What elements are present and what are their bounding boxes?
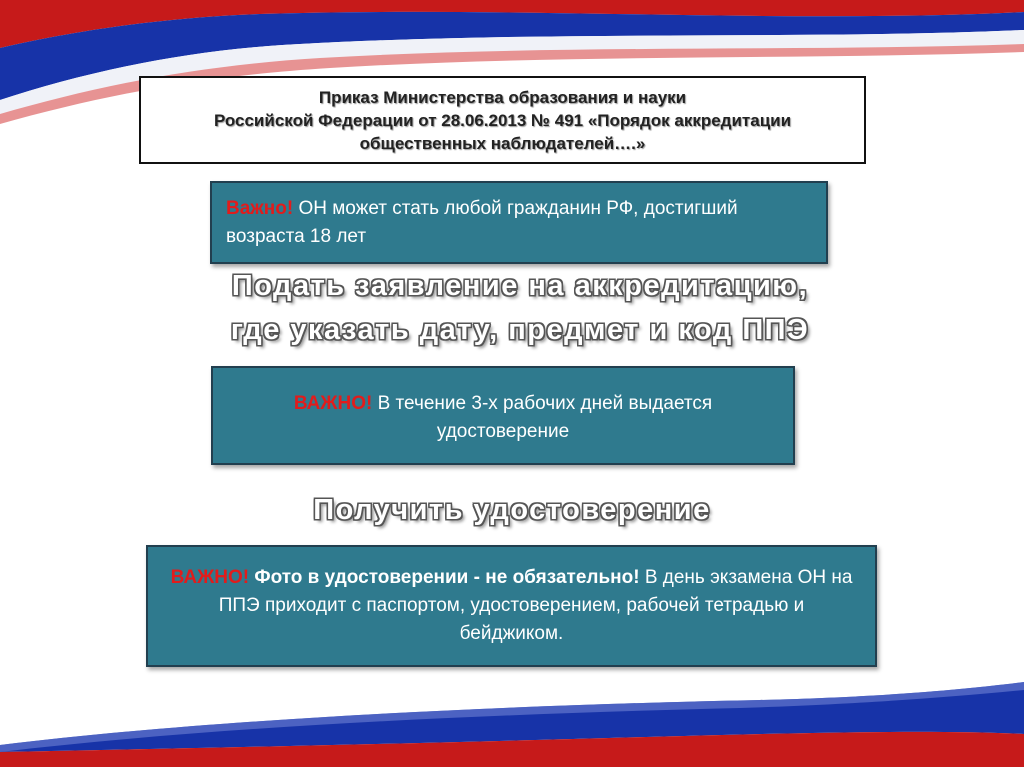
note-exam-day [146,545,877,667]
step-apply-line-2: где указать дату, предмет и код ППЭ [230,314,810,346]
order-title-line-1: Приказ Министерства образования и науки [318,87,687,107]
note-age-requirement [210,181,828,264]
step-apply-accreditation [200,264,840,352]
note-exam-photo-text: Фото в удостоверении - не обязательно! [249,567,640,588]
note-age-text: ОН может стать любой гражданин РФ, достигший возраста 18 лет [226,198,738,247]
step-apply-line-1: Подать заявление на аккредитацию, [231,270,809,302]
order-title-line-2: Российской Федерации от 28.06.2013 № 491 «Порядок аккредитации [213,110,792,130]
note-exam-emphasis: ВАЖНО! [170,567,250,588]
order-title-line-3: общественных наблюдателей….» [359,133,646,153]
note-age-emphasis: Важно! [226,198,294,219]
note-certificate-text: В течение 3-х рабочих дней выдается удостоверение [372,393,713,442]
note-certificate-emphasis: ВАЖНО! [293,393,373,414]
step-receive-certificate: Получить удостоверение [313,494,711,526]
order-title-box [139,76,866,164]
note-exam-text: В день экзамена ОН на ППЭ приходит с паспортом, удостоверением, рабочей тетрадью и бейджиком. [218,567,853,644]
note-certificate-issue [211,366,795,465]
